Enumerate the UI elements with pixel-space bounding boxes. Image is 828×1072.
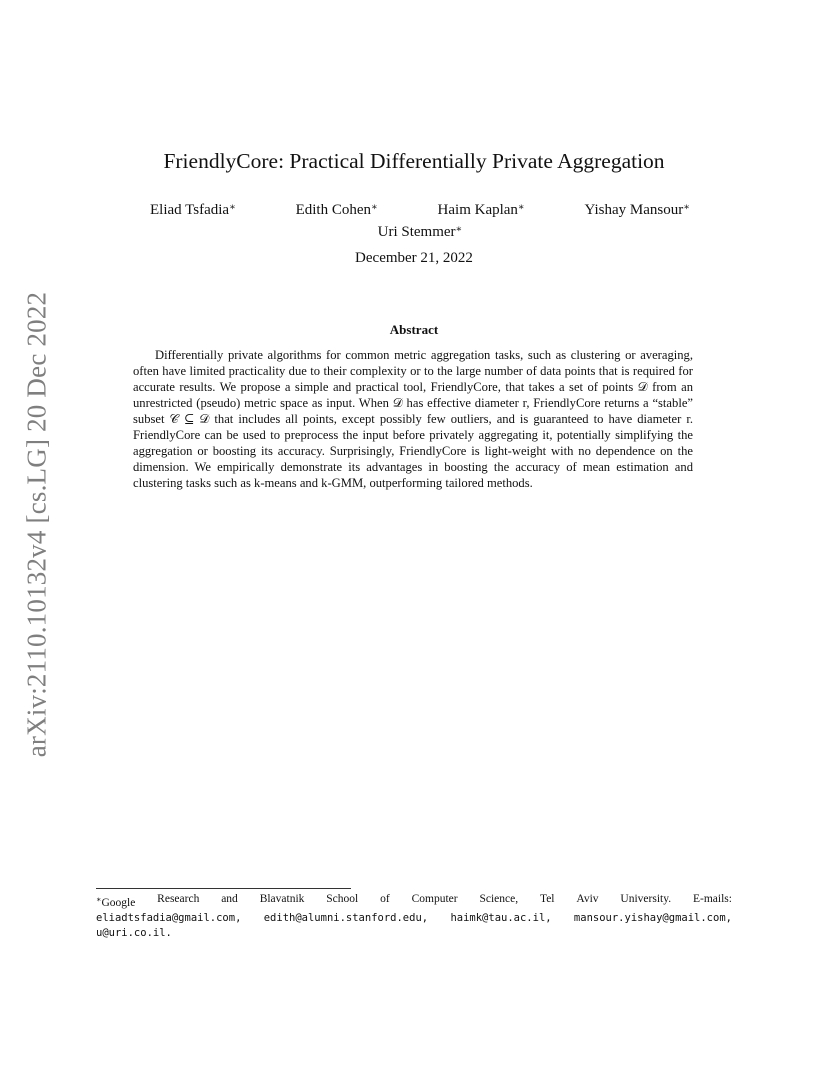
- author-row-1: [120, 198, 720, 220]
- abstract-heading: Abstract: [389, 322, 439, 337]
- footnote-emails: [96, 911, 732, 926]
- author: Yishay Mansour∗: [584, 202, 690, 218]
- email-link[interactable]: haimk@tau.ac.il,: [450, 912, 552, 924]
- email-link[interactable]: mansour.yishay@gmail.com,: [573, 912, 732, 924]
- email-link[interactable]: eliadtsfadia@gmail.com,: [96, 912, 242, 924]
- footnote-affiliation: ∗Google Research and Blavatnik School of Computer Science, Tel Aviv University. E-mails:: [96, 893, 732, 909]
- footnote-divider: [96, 888, 351, 889]
- email-link[interactable]: u@uri.co.il.: [96, 927, 172, 939]
- email-link[interactable]: edith@alumni.stanford.edu,: [263, 912, 429, 924]
- arxiv-sidebar: [22, 285, 52, 763]
- author: Uri Stemmer∗: [377, 224, 463, 240]
- author: Eliad Tsfadia∗: [150, 202, 236, 218]
- author-list: [120, 198, 720, 242]
- author: Edith Cohen∗: [295, 202, 378, 218]
- abstract-body: Differentially private algorithms for common metric aggregation tasks, such as clustering or averaging, often have limited practicality due to their complexity or to the large number of data points that is required for accurate results. We propose a simple and practical tool, FriendlyCore, that takes a set of points 𝒟 from an unrestricted (pseudo) metric space as input. When 𝒟 has effective diameter r, FriendlyCore returns a “stable” subset 𝒞 ⊆ 𝒟 that includes all points, except possibly few outliers, and is guaranteed to have diameter r. FriendlyCore can be used to preprocess the input before privately aggregating it, potentially simplifying the aggregation or boosting its accuracy. Surprisingly, FriendlyCore is light-weight with no dependence on the dimension. We empirically demonstrate its advantages in boosting the accuracy of mean estimation and clustering tasks such as k-means and k-GMM, outperforming tailored methods.: [133, 348, 693, 490]
- author-row-2: [120, 220, 720, 242]
- footnote: [96, 892, 732, 941]
- arxiv-identifier: arXiv:2110.10132v4 [cs.LG] 20 Dec 2022: [21, 291, 52, 757]
- author: Haim Kaplan∗: [437, 202, 525, 218]
- paper-date: December 21, 2022: [355, 250, 473, 266]
- paper-title: FriendlyCore: Practical Differentially Private Aggregation: [163, 149, 665, 173]
